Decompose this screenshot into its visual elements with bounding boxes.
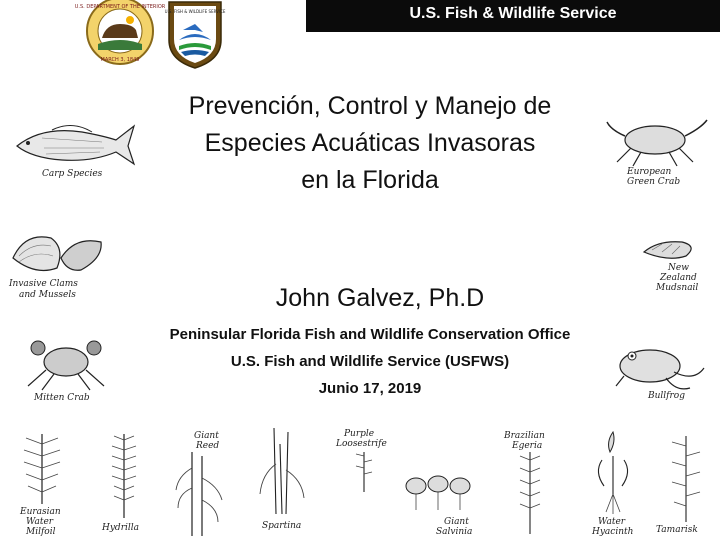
label-loosestrife-1: Purple <box>344 429 375 439</box>
mitten-crab-illustration <box>14 336 124 406</box>
label-giant-reed-1: Giant <box>194 431 219 441</box>
label-mudsnail-1: New <box>668 263 689 273</box>
label-bullfrog: Bullfrog <box>648 391 685 401</box>
label-mitten-crab: Mitten Crab <box>34 393 90 403</box>
label-milfoil-2: Water <box>26 517 54 527</box>
label-green-crab-1: European <box>627 167 672 177</box>
spartina-illustration <box>254 424 314 536</box>
title-line-3: en la Florida <box>301 166 439 194</box>
milfoil-illustration <box>4 430 78 540</box>
label-clams-2: and Mussels <box>19 290 76 300</box>
label-loosestrife-2: Loosestrife <box>336 439 387 449</box>
giant-reed-illustration <box>172 428 232 538</box>
green-crab-illustration <box>605 118 715 188</box>
presentation-date: Junio 17, 2019 <box>318 380 422 397</box>
giant-salvinia-illustration <box>396 474 486 538</box>
clams-illustration <box>5 228 110 304</box>
banner-title: U.S. Fish & Wildlife Service <box>409 5 617 22</box>
fws-shield-text: U.S. FISH & WILDLIFE SERVICE <box>164 9 226 14</box>
label-giant-reed-2: Reed <box>196 441 220 451</box>
label-hyacinth-2: Hyacinth <box>592 527 634 537</box>
label-spartina: Spartina <box>262 521 302 531</box>
fws-shield-logo <box>165 0 225 70</box>
label-green-crab-2: Green Crab <box>627 177 681 187</box>
tamarisk-illustration <box>652 432 716 538</box>
bullfrog-illustration <box>604 338 716 404</box>
label-mudsnail-3: Mudsnail <box>656 283 699 293</box>
label-clams-1: Invasive Clams <box>9 279 78 289</box>
hydrilla-illustration <box>96 430 152 536</box>
label-hydrilla: Hydrilla <box>102 523 139 533</box>
title-line-1: Prevención, Control y Manejo de <box>188 92 552 120</box>
label-egeria-2: Egeria <box>512 441 543 451</box>
label-milfoil-1: Eurasian <box>20 507 61 517</box>
agency-banner <box>306 0 720 32</box>
doi-seal-date: MARCH 3, 1849 <box>100 57 140 63</box>
water-hyacinth-illustration <box>580 428 646 538</box>
carp-illustration <box>12 118 137 180</box>
title-line-2: Especies Acuáticas Invasoras <box>204 129 536 157</box>
doi-seal-text: U.S. DEPARTMENT OF THE INTERIOR <box>74 4 166 10</box>
label-milfoil-3: Milfoil <box>26 527 56 537</box>
mudsnail-illustration <box>638 238 718 298</box>
agency-name: U.S. Fish and Wildlife Service (USFWS) <box>230 353 510 370</box>
presentation-title <box>120 88 620 199</box>
egeria-illustration <box>496 428 564 536</box>
presenter-name: John Galvez, Ph.D <box>275 284 485 312</box>
label-egeria-1: Brazilian <box>504 431 545 441</box>
label-carp: Carp Species <box>42 169 103 179</box>
loosestrife-illustration <box>334 426 394 492</box>
label-hyacinth-1: Water <box>598 517 626 527</box>
label-salvinia-2: Salvinia <box>436 527 473 537</box>
doi-seal-logo <box>74 0 166 68</box>
office-name: Peninsular Florida Fish and Wildlife Conservation Office <box>169 326 571 343</box>
label-tamarisk: Tamarisk <box>656 525 698 535</box>
label-mudsnail-2: Zealand <box>660 273 697 283</box>
label-salvinia-1: Giant <box>444 517 469 527</box>
